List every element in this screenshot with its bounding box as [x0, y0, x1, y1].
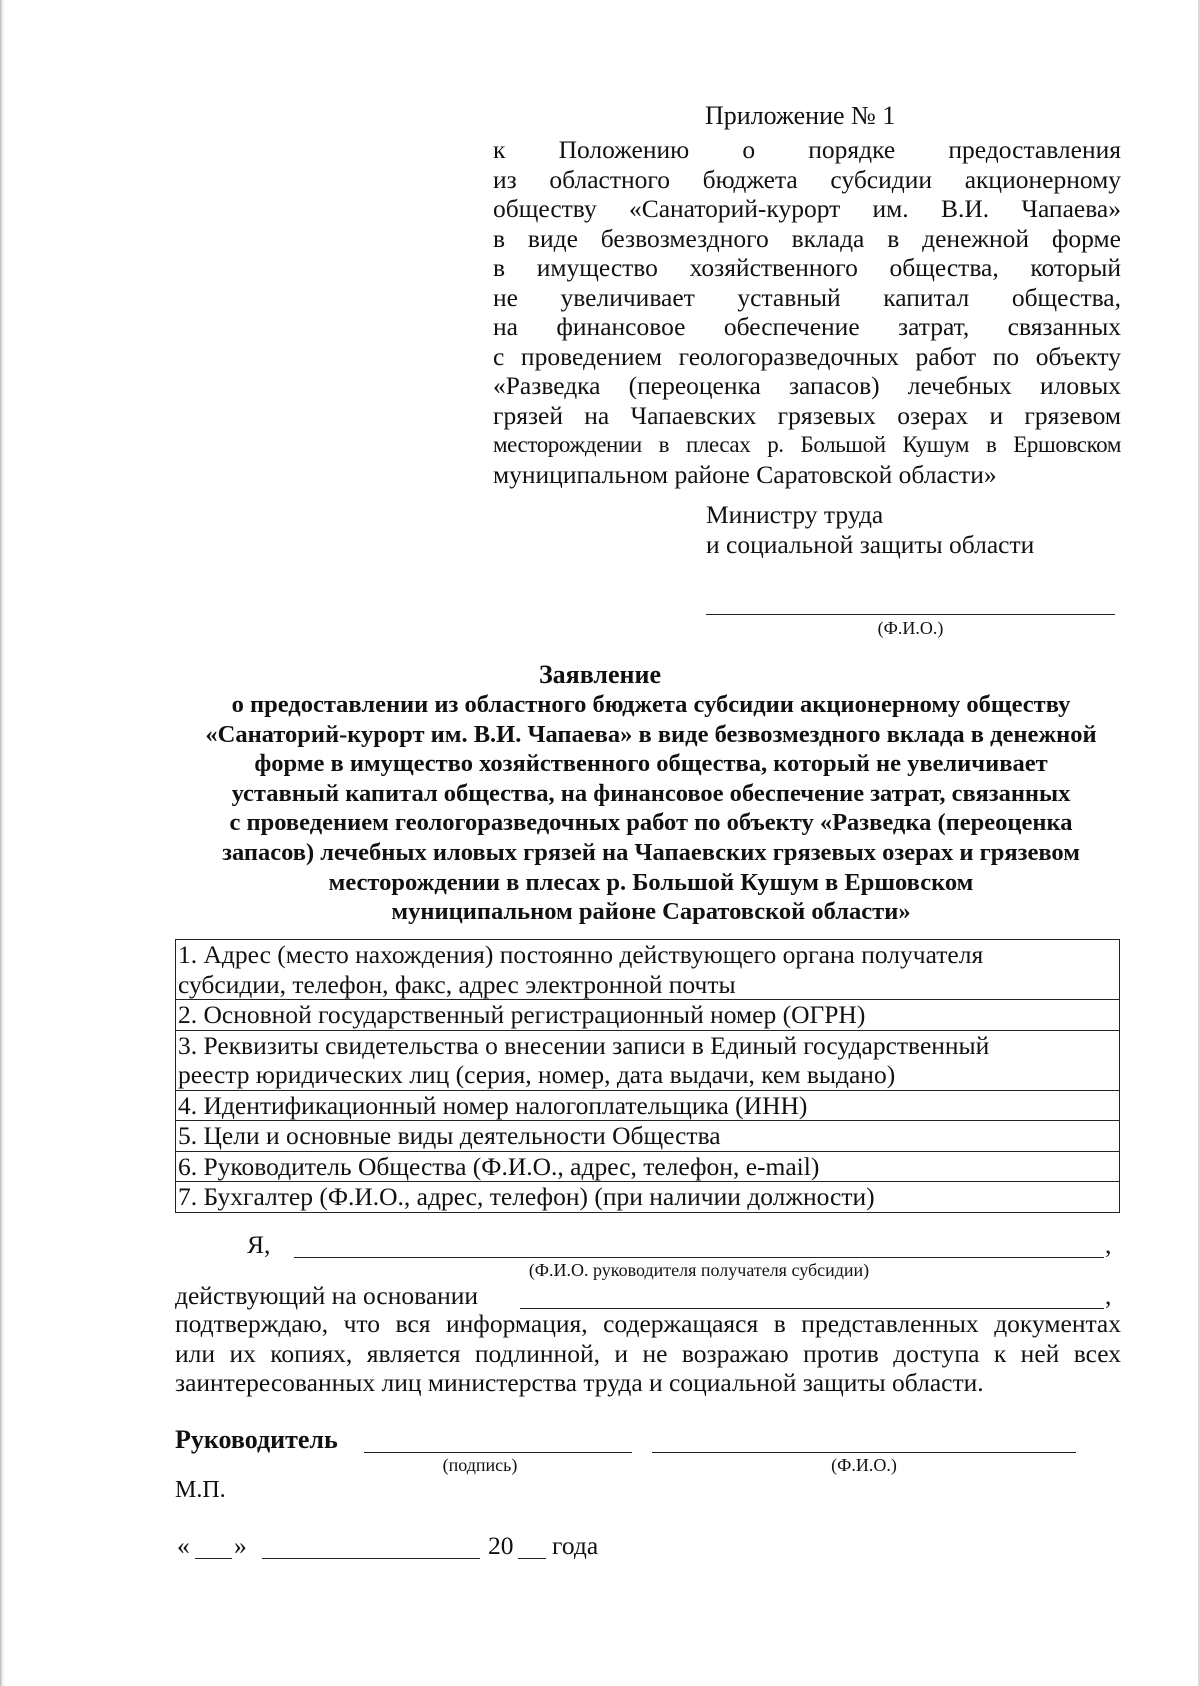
- appendix-line: обществу «Санаторий-курорт им. В.И. Чапаева»: [493, 194, 1121, 223]
- head-signature-label: Руководитель: [175, 1425, 338, 1454]
- comma: ,: [1105, 1230, 1112, 1259]
- table-row: [176, 1090, 1120, 1121]
- date-close-quote: »: [234, 1531, 247, 1560]
- application-title: Заявление: [538, 660, 662, 689]
- appendix-line: грязей на Чапаевских грязевых озерах и грязевом: [493, 400, 1121, 430]
- appendix-line: в виде безвозмездного вклада в денежной форме: [493, 223, 1121, 253]
- head-fio-field[interactable]: [294, 1257, 1104, 1258]
- cell-line: 7. Бухгалтер (Ф.И.О., адрес, телефон) (при наличии должности): [178, 1182, 875, 1211]
- signer-fio-field[interactable]: [652, 1452, 1076, 1453]
- confirmation-text: [175, 1309, 1121, 1398]
- confirmation-line: или их копиях, является подлинной, и не возражаю против доступа к ней всех: [175, 1338, 1121, 1368]
- subtitle-line: запасов) лечебных иловых грязей на Чапаевских грязевых озерах и грязевом: [222, 838, 1080, 866]
- signature-caption: (подпись): [442, 1455, 518, 1475]
- subtitle-line: форме в имущество хозяйственного общества, который не увеличивает: [254, 750, 1048, 778]
- appendix-line: к Положению о порядке предоставления: [493, 135, 1121, 164]
- table-cell[interactable]: [176, 1000, 1120, 1031]
- table-cell[interactable]: [176, 1030, 1120, 1090]
- head-fio-caption: (Ф.И.О. руководителя получателя субсидии): [528, 1260, 870, 1280]
- cell-line: 5. Цели и основные виды деятельности Общества: [178, 1121, 721, 1150]
- appendix-reference: [493, 135, 1121, 489]
- table-row: [176, 1121, 1120, 1152]
- subtitle-line: «Санаторий-курорт им. В.И. Чапаева» в виде безвозмездного вклада в денежной: [205, 720, 1097, 748]
- table-row: [176, 1030, 1120, 1090]
- cell-line: субсидии, телефон, факс, адрес электронной почты: [178, 969, 736, 999]
- table-cell[interactable]: [176, 940, 1120, 1000]
- table-row: [176, 1182, 1120, 1213]
- minister-fio-field[interactable]: [706, 614, 1115, 615]
- appendix-line: «Разведка (переоценка запасов) лечебных иловых: [493, 371, 1121, 400]
- appendix-line: в имущество хозяйственного общества, который: [493, 253, 1121, 282]
- table-cell[interactable]: [176, 1151, 1120, 1182]
- comma: ,: [1105, 1281, 1112, 1310]
- addressee-line: и социальной защиты области: [706, 529, 1035, 559]
- appendix-title: Приложение № 1: [705, 101, 896, 130]
- appendix-line: месторождении в плесах р. Большой Кушум в Ершовском: [493, 432, 1121, 457]
- table-cell[interactable]: [176, 1121, 1120, 1152]
- minister-fio-caption: (Ф.И.О.): [877, 618, 944, 638]
- year-suffix: года: [552, 1531, 599, 1560]
- table-row: [176, 1151, 1120, 1182]
- cell-line: 4. Идентификационный номер налогоплательщика (ИНН): [178, 1090, 808, 1120]
- confirmation-line: подтверждаю, что вся информация, содержащаяся в представленных документах: [175, 1309, 1121, 1338]
- appendix-line: с проведением геологоразведочных работ по объекту: [493, 341, 1121, 371]
- application-subtitle: [172, 690, 1130, 927]
- confirmation-line: заинтересованных лиц министерства труда и социальной защиты области.: [175, 1368, 984, 1397]
- date-day-field[interactable]: [195, 1558, 232, 1559]
- cell-line: 2. Основной государственный регистрационный номер (ОГРН): [178, 1000, 866, 1029]
- table-cell[interactable]: [176, 1090, 1120, 1121]
- basis-label: действующий на основании: [175, 1281, 479, 1310]
- table-row: [176, 940, 1120, 1000]
- signer-fio-caption: (Ф.И.О.): [831, 1455, 897, 1475]
- appendix-line: на финансовое обеспечение затрат, связанных: [493, 312, 1121, 341]
- addressee-line: Министру труда: [706, 500, 884, 529]
- cell-line: 3. Реквизиты свидетельства о внесении записи в Единый государственный: [178, 1030, 990, 1060]
- cell-line: 6. Руководитель Общества (Ф.И.О., адрес, телефон, e-mail): [178, 1151, 820, 1181]
- date-month-field[interactable]: [262, 1558, 480, 1559]
- subtitle-line: с проведением геологоразведочных работ по объекту «Разведка (переоценка: [229, 809, 1073, 837]
- appendix-line: из областного бюджета субсидии акционерному: [493, 164, 1121, 194]
- date-open-quote: «: [177, 1531, 190, 1560]
- table-cell[interactable]: [176, 1182, 1120, 1213]
- declaration-i-label: Я,: [247, 1230, 271, 1259]
- scan-edge: [0, 0, 5, 1686]
- stamp-placeholder: М.П.: [175, 1477, 226, 1503]
- addressee-block: [706, 500, 1034, 559]
- table-row: [176, 1000, 1120, 1031]
- date-year-field[interactable]: [518, 1558, 546, 1559]
- cell-line: реестр юридических лиц (серия, номер, дата выдачи, кем выдано): [178, 1060, 896, 1089]
- subtitle-line: о предоставлении из областного бюджета субсидии акционерному обществу: [231, 691, 1071, 718]
- appendix-line: не увеличивает уставный капитал общества,: [493, 282, 1121, 312]
- year-prefix: 20: [488, 1531, 514, 1560]
- subtitle-line: уставный капитал общества, на финансовое обеспечение затрат, связанных: [231, 779, 1071, 807]
- recipient-info-table: [175, 939, 1120, 1213]
- cell-line: 1. Адрес (место нахождения) постоянно действующего органа получателя: [178, 940, 984, 969]
- signature-field[interactable]: [364, 1452, 632, 1453]
- subtitle-line: муниципальном районе Саратовской области»: [391, 898, 911, 926]
- subtitle-line: месторождении в плесах р. Большой Кушум в Ершовском: [328, 868, 974, 896]
- appendix-line: муниципальном районе Саратовской области»: [493, 459, 997, 489]
